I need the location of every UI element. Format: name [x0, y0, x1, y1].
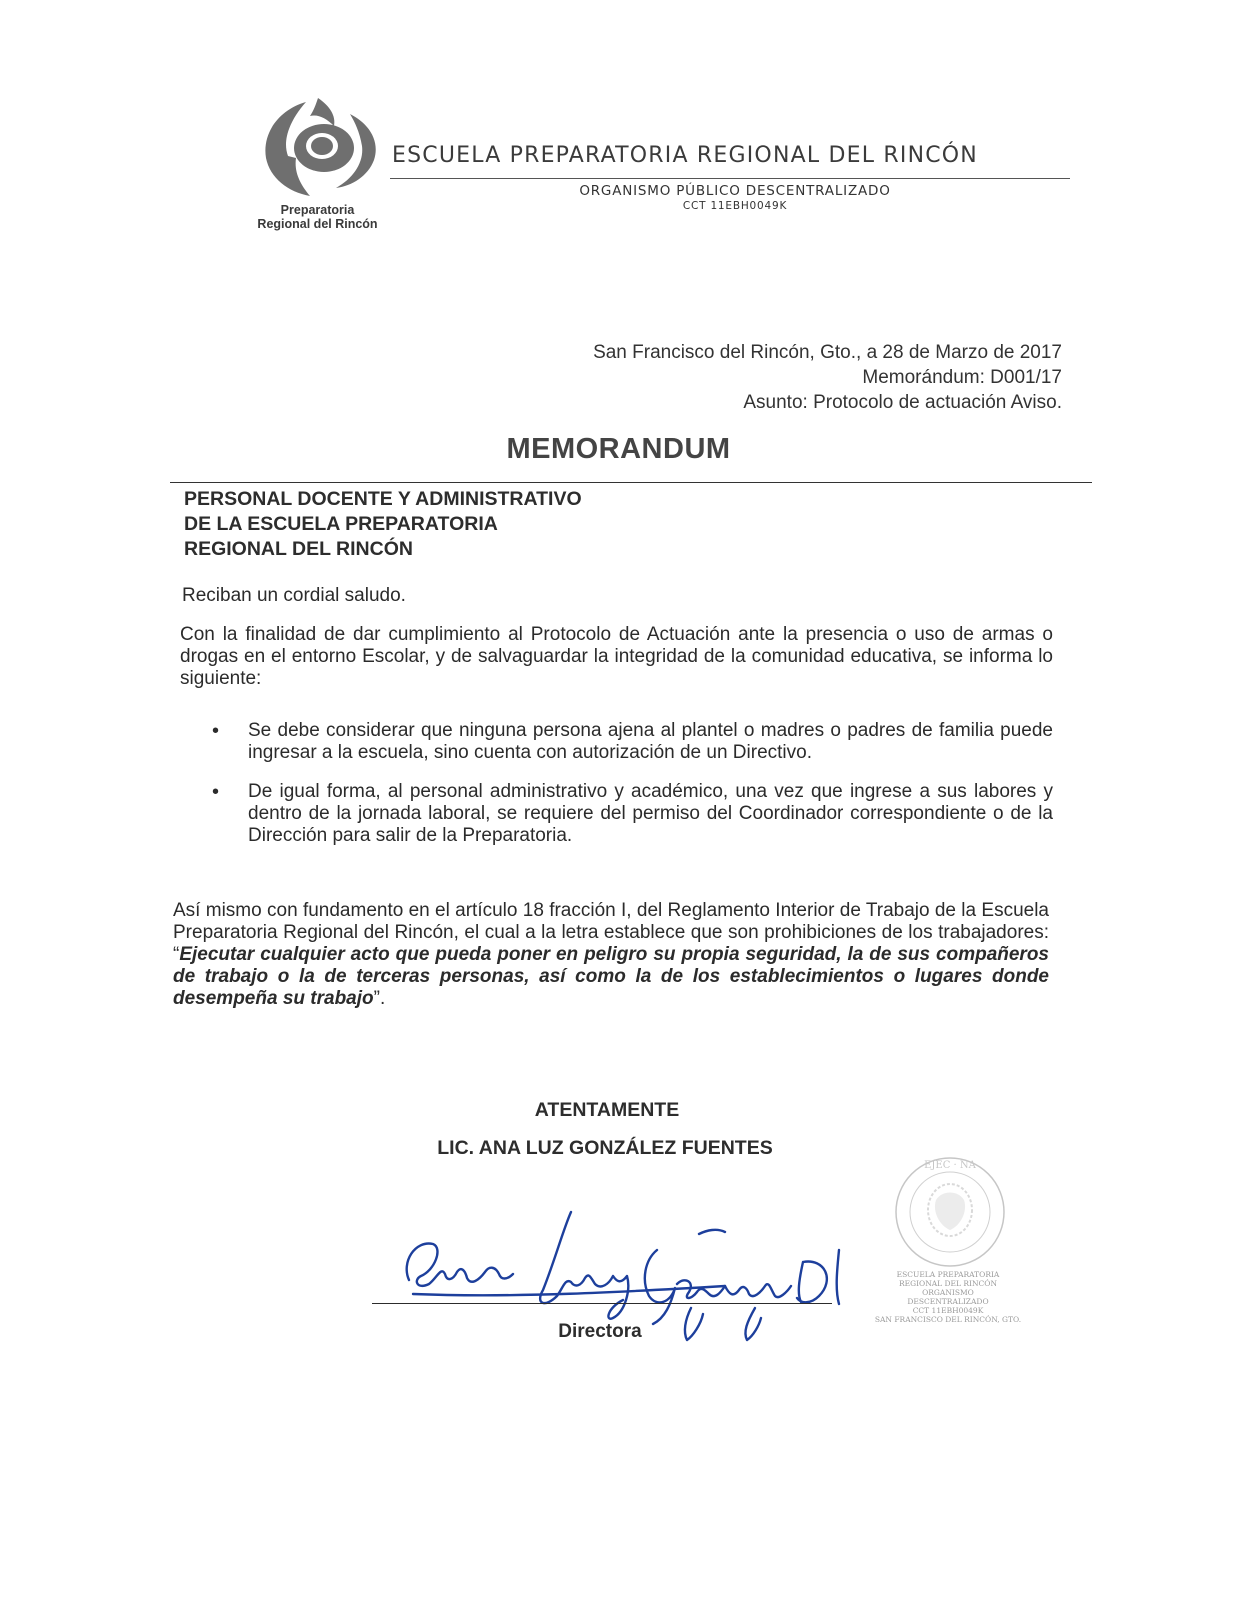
school-name: ESCUELA PREPARATORIA REGIONAL DEL RINCÓN	[392, 143, 978, 168]
signer-position: Directora	[558, 1321, 642, 1342]
stamp-line3: ORGANISMO	[922, 1288, 974, 1297]
notice-list	[208, 720, 1053, 864]
memo-subject: Asunto: Protocolo de actuación Aviso.	[743, 392, 1062, 413]
recipient	[184, 487, 582, 562]
closing: ATENTAMENTE	[534, 1099, 680, 1121]
stamp-line2: REGIONAL DEL RINCÓN	[898, 1279, 998, 1288]
logo-caption-line1: Preparatoria	[280, 203, 355, 217]
logo-caption-line2: Regional del Rincón	[257, 217, 378, 231]
stamp-line4: DESCENTRALIZADO	[907, 1297, 989, 1306]
greeting: Reciban un cordial saludo.	[182, 585, 406, 606]
legal-intro: Así mismo con fundamento en el artículo 18 fracción I, del Reglamento Interior de Trabajo de la Escuela Preparatoria Regional del Rincón, el cual a la letra establece que son prohibiciones de los trabajadores: “	[173, 900, 1049, 965]
signer-name: LIC. ANA LUZ GONZÁLEZ FUENTES	[437, 1137, 773, 1159]
stamp-line5: CCT 11EBH0049K	[912, 1306, 984, 1315]
stamp-ring-text: EJEC · NA	[924, 1160, 976, 1171]
recipient-line1: PERSONAL DOCENTE Y ADMINISTRATIVO	[184, 488, 582, 510]
reference-block	[593, 340, 1062, 415]
letterhead-divider	[390, 178, 1070, 179]
cct-code: CCT 11EBH0049K	[682, 200, 788, 212]
recipient-line3: REGIONAL DEL RINCÓN	[184, 538, 413, 560]
stamp-line6: SAN FRANCISCO DEL RINCÓN, GTO.	[874, 1315, 1022, 1324]
place-date: San Francisco del Rincón, Gto., a 28 de Marzo de 2017	[593, 342, 1062, 363]
logo-caption	[235, 203, 400, 231]
recipient-line2: DE LA ESCUELA PREPARATORIA	[184, 513, 498, 535]
legal-paragraph	[173, 900, 1049, 1010]
recipient-divider	[170, 482, 1092, 483]
legal-quote: Ejecutar cualquier acto que pueda poner en peligro su propia seguridad, la de sus compañeros de trabajo o la de terceras personas, así como la de los establecimientos o lugares donde desempeña su trabajo	[173, 944, 1049, 1009]
list-item: • Se debe considerar que ninguna persona ajena al plantel o madres o padres de familia puede ingresar a la escuela, sino cuenta con autorización de un Directivo.	[208, 720, 1053, 764]
stamp-line1: ESCUELA PREPARATORIA	[896, 1270, 1000, 1279]
signature-line	[372, 1303, 832, 1304]
stamp-text	[868, 1270, 1028, 1324]
list-item: • De igual forma, al personal administrativo y académico, una vez que ingrese a sus labores y dentro de la jornada laboral, se requiere del permiso del Coordinador correspondiente o de la Dirección para salir de la Preparatoria.	[208, 781, 1053, 847]
memo-title: MEMORANDUM	[506, 433, 731, 465]
intro-paragraph: Con la finalidad de dar cumplimiento al Protocolo de Actuación ante la presencia o uso de armas o drogas en el entorno Escolar, y de salvaguardar la integridad de la comunidad educativa, se informa lo siguiente:	[180, 624, 1053, 689]
organism-type: ORGANISMO PÚBLICO DESCENTRALIZADO	[579, 183, 891, 199]
school-logo	[258, 96, 383, 200]
memo-number: Memorándum: D001/17	[862, 367, 1062, 388]
legal-end: ”.	[373, 988, 386, 1009]
